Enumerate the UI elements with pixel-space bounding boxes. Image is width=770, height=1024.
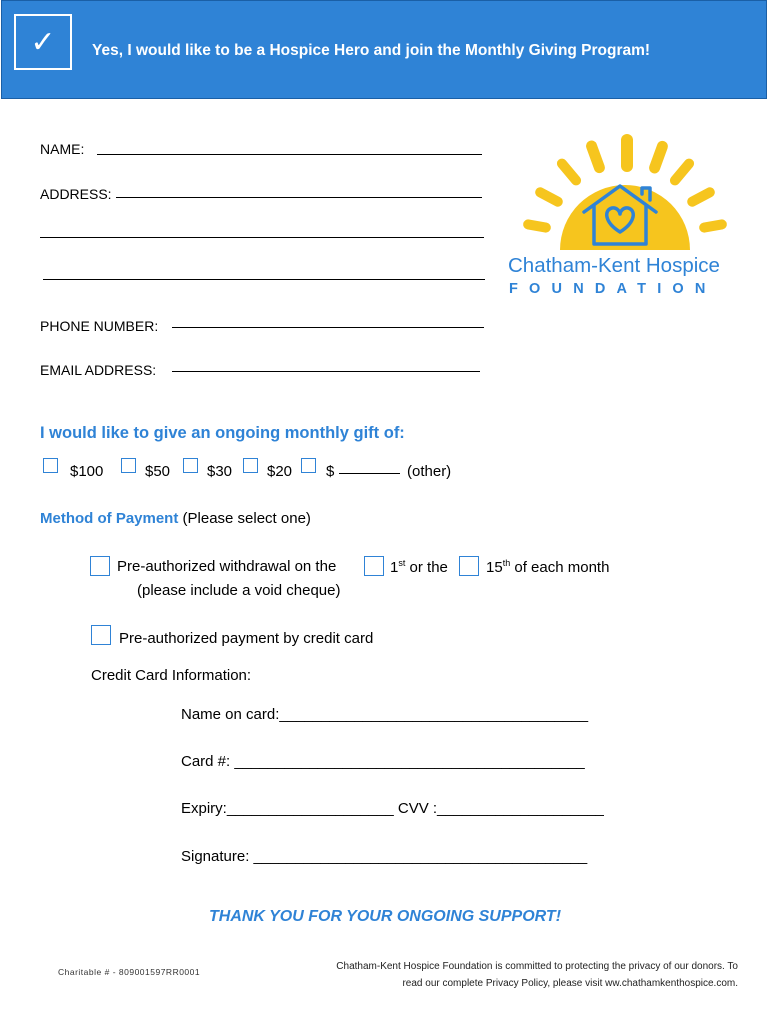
credit-card-label: Pre-authorized payment by credit card [119,630,374,647]
address-field-1[interactable] [116,197,482,198]
name-label: NAME: [40,141,85,157]
privacy-notice [250,958,738,992]
first-of-month-checkbox[interactable] [364,556,384,576]
void-cheque-note: (please include a void cheque) [137,582,341,599]
name-on-card-field[interactable]: Name on card:_____________________________________ [181,706,589,723]
gift-checkbox-20[interactable] [243,458,258,473]
address-label: ADDRESS: [40,186,112,202]
withdrawal-checkbox[interactable] [90,556,110,576]
checkmark-box[interactable] [14,14,72,70]
logo-foundation: FOUNDATION [509,281,717,297]
credit-card-info-heading: Credit Card Information: [91,667,252,684]
email-label: EMAIL ADDRESS: [40,362,157,378]
gift-checkbox-50[interactable] [121,458,136,473]
payment-heading-note: (Please select one) [182,510,311,527]
address-field-3[interactable] [43,279,485,280]
gift-option-100: $100 [70,463,104,480]
signature-field[interactable]: Signature: ________________________________________ [181,848,588,865]
gift-checkbox-other[interactable] [301,458,316,473]
fifteenth-of-month-checkbox[interactable] [459,556,479,576]
address-field-2[interactable] [40,237,484,238]
first-of-month-label: 1st or the [390,558,448,576]
privacy-line-2: read our complete Privacy Policy, please visit ww.chathamkenthospice.com. [402,978,738,989]
gift-option-50: $50 [145,463,171,480]
gift-checkbox-100[interactable] [43,458,58,473]
payment-heading: Method of Payment [40,510,179,527]
gift-checkbox-30[interactable] [183,458,198,473]
withdrawal-label: Pre-authorized withdrawal on the [117,558,337,575]
privacy-line-1: Chatham-Kent Hospice Foundation is committed to protecting the privacy of our donors. To [336,961,738,972]
checkmark-icon: ✓ [30,24,56,60]
payment-heading-row [40,510,311,527]
expiry-cvv-field[interactable]: Expiry:____________________ CVV :____________________ [181,800,604,817]
credit-card-checkbox[interactable] [91,625,111,645]
card-number-field[interactable]: Card #: __________________________________________ [181,753,585,770]
thank-you-message: THANK YOU FOR YOUR ONGOING SUPPORT! [208,908,562,925]
email-field[interactable] [172,371,480,372]
logo-name: Chatham-Kent Hospice [508,254,720,277]
banner-title: Yes, I would like to be a Hospice Hero and join the Monthly Giving Program! [92,42,651,59]
gift-heading: I would like to give an ongoing monthly gift of: [40,424,405,442]
gift-other-amount-field[interactable] [339,473,400,474]
charitable-number: Charitable # - 809001597RR0001 [58,967,201,977]
gift-option-other: $ [326,463,335,480]
gift-other-label: (other) [407,463,452,480]
sun-logo-icon [512,132,738,252]
fifteenth-of-month-label: 15th of each month [486,558,610,576]
phone-field[interactable] [172,327,484,328]
gift-option-20: $20 [267,463,293,480]
gift-option-30: $30 [207,463,233,480]
name-field[interactable] [97,154,482,155]
phone-label: PHONE NUMBER: [40,318,159,334]
